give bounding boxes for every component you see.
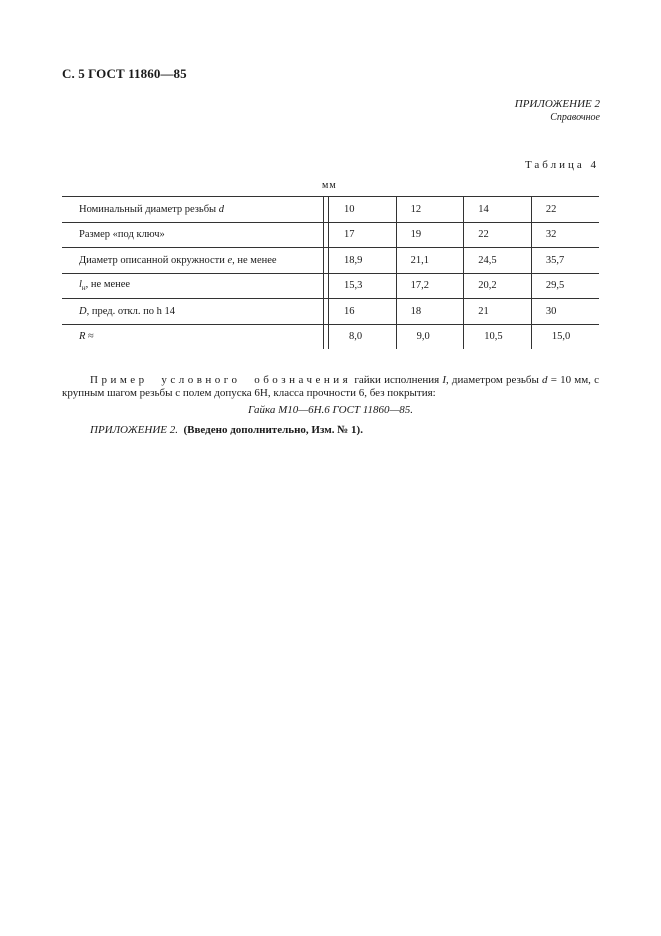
param-text-suffix: , пред. откл. по h 14 [86,305,175,317]
param-text: Номинальный диаметр резьбы [79,203,219,215]
param-text-suffix: , не менее [85,279,131,291]
table-cell: 35,7 [531,248,599,274]
table-row [62,273,599,299]
table-cell: 22 [531,197,599,223]
table-cell: 17,2 [396,273,464,299]
table-row [62,222,599,248]
row-parameter-name [62,248,324,274]
table-cell: 22 [464,222,532,248]
table-cell: 15,0 [531,324,599,349]
row-parameter-name [62,222,324,248]
table-cell: 21 [464,299,532,325]
table-row [62,248,599,274]
table-cell: 9,0 [396,324,464,349]
table-row [62,324,599,349]
table-cell: 17 [329,222,397,248]
table-cell: 10,5 [464,324,532,349]
table-cell: 20,2 [464,273,532,299]
designation-example: Гайка М10—6Н.6 ГОСТ 11860—85. [248,404,413,416]
table-cell: 30 [531,299,599,325]
dimensions-table [62,196,599,349]
amendment-note [90,424,363,436]
example-text-2: , диаметром резьбы [446,374,543,386]
table-cell: 16 [329,299,397,325]
row-parameter-name [62,197,324,223]
appendix-subtitle: Справочное [550,112,600,123]
page-header: С. 5 ГОСТ 11860—85 [62,66,187,81]
example-var-1: I [442,374,447,386]
table-cell: 10 [329,197,397,223]
row-parameter-name [62,324,324,349]
param-symbol: l [79,279,82,291]
note-appendix-ref: ПРИЛОЖЕНИЕ 2. [90,424,178,436]
table-label: Таблица 4 [524,159,599,171]
table-cell: 12 [396,197,464,223]
example-text-3: = 10 мм, с крупным шагом резьбы с полем допуска 6Н, класса прочности 6, без покрытия: [62,374,599,399]
table-unit: мм [322,180,337,191]
param-text: Диаметр описанной окружности [79,254,228,266]
table-cell: 15,3 [329,273,397,299]
param-symbol: e [227,254,233,266]
row-parameter-name [62,299,324,325]
example-text-1: гайки исполнения [351,374,443,386]
table-cell: 8,0 [349,331,363,343]
param-symbol: d [218,203,224,215]
table-cell: 19 [396,222,464,248]
param-symbol: D [79,305,87,317]
table-cell: 24,5 [464,248,532,274]
table-cell: 18 [396,299,464,325]
table-row [62,299,599,325]
param-text-suffix: , не менее [232,254,277,266]
table-cell: 32 [531,222,599,248]
param-text-suffix: ≈ [85,331,94,343]
note-amendment: (Введено дополнительно, Изм. № 1). [183,424,363,436]
appendix-heading [515,98,600,124]
appendix-title: ПРИЛОЖЕНИЕ 2 [514,98,600,110]
param-text: Размер «под ключ» [79,229,165,241]
table-cell: 18,9 [329,248,397,274]
param-symbol: R [79,331,86,343]
example-lead: Пример условного обозначения [90,374,352,386]
example-var-2: d [542,374,548,386]
table-cell: 21,1 [396,248,464,274]
table-cell: 29,5 [531,273,599,299]
table-row [62,197,599,223]
table-cell: 14 [464,197,532,223]
example-paragraph [62,374,599,400]
param-subscript: н [81,284,86,293]
row-parameter-name [62,273,324,299]
